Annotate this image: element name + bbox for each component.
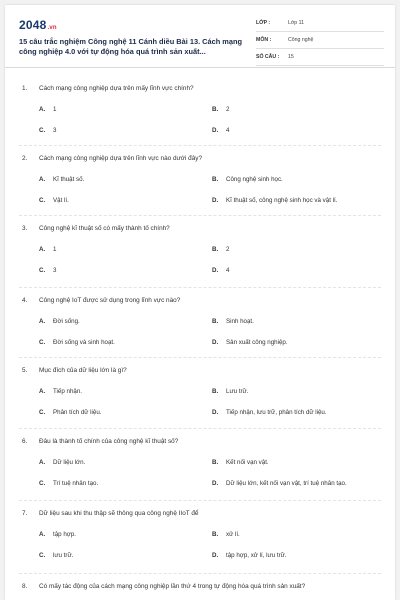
question-text: Dữ liệu sau khi thu thập sẽ thông qua công nghệ IIoT để <box>39 510 199 517</box>
question-number: 5. <box>22 367 28 374</box>
option-letter: A. <box>39 176 46 183</box>
option-letter: C. <box>39 127 46 134</box>
question-divider <box>19 428 381 429</box>
answer-option[interactable] <box>39 388 82 395</box>
option-letter: C. <box>39 552 46 559</box>
option-text: 4 <box>226 127 230 134</box>
option-letter: A. <box>39 388 46 395</box>
answer-option[interactable] <box>212 480 347 487</box>
meta-value: Công nghệ <box>288 37 314 43</box>
option-letter: D. <box>212 197 219 204</box>
question-divider <box>19 573 381 574</box>
option-letter: C. <box>39 339 46 346</box>
option-text: Vật lí. <box>53 197 69 204</box>
option-text: 4 <box>226 267 230 274</box>
option-letter: B. <box>212 531 219 538</box>
question-divider <box>19 145 381 146</box>
option-text: lưu trữ. <box>53 552 74 559</box>
answer-option[interactable] <box>39 339 115 346</box>
option-letter: A. <box>39 318 46 325</box>
answer-option[interactable] <box>212 552 287 559</box>
option-text: Dữ liệu lớn, kết nối vạn vật, trí tuệ nhân tạo. <box>226 480 347 487</box>
answer-option[interactable] <box>212 459 269 466</box>
answer-option[interactable] <box>212 318 254 325</box>
option-text: 3 <box>53 127 57 134</box>
answer-option[interactable] <box>39 409 102 416</box>
answer-option[interactable] <box>39 197 69 204</box>
option-text: 2 <box>226 106 230 113</box>
document-header <box>5 5 395 68</box>
answer-option[interactable] <box>212 246 229 253</box>
question-divider <box>19 357 381 358</box>
logo-text: 2048 <box>19 18 47 32</box>
option-letter: D. <box>212 339 219 346</box>
option-letter: C. <box>39 267 46 274</box>
meta-key: MÔN : <box>256 37 272 43</box>
option-letter: B. <box>212 176 219 183</box>
question-divider <box>19 500 381 501</box>
question-number: 3. <box>22 225 28 232</box>
question-number: 7. <box>22 510 28 517</box>
option-text: Tiếp nhận, lưu trữ, phân tích dữ liệu. <box>226 409 327 416</box>
question-text: Đâu là thành tố chính của công nghệ kĩ thuật số? <box>39 438 179 445</box>
logo-suffix: .vn <box>47 25 57 31</box>
answer-option[interactable] <box>39 267 56 274</box>
option-letter: B. <box>212 459 219 466</box>
option-letter: C. <box>39 197 46 204</box>
document-page <box>5 5 395 600</box>
question-divider <box>19 215 381 216</box>
option-text: Kĩ thuật số. <box>53 176 85 183</box>
answer-option[interactable] <box>212 197 337 204</box>
question-number: 4. <box>22 297 28 304</box>
option-letter: B. <box>212 246 219 253</box>
option-text: Tiếp nhận. <box>53 388 83 395</box>
option-letter: D. <box>212 480 219 487</box>
option-text: Sản xuất công nghiệp. <box>226 339 288 346</box>
answer-option[interactable] <box>212 267 229 274</box>
option-text: tập hợp, xử lí, lưu trữ. <box>226 552 287 559</box>
option-letter: D. <box>212 409 219 416</box>
option-text: 1 <box>53 106 57 113</box>
question-text: Công nghệ kĩ thuật số có mấy thành tố chính? <box>39 225 170 232</box>
meta-key: SỐ CÂU : <box>256 54 280 60</box>
option-letter: D. <box>212 127 219 134</box>
document-title: 15 câu trắc nghiệm Công nghệ 11 Cánh diều Bài 13. Cách mạng công nghiệp 4.0 với tự động hóa quá trình sản xuất... <box>19 37 243 56</box>
answer-option[interactable] <box>39 459 85 466</box>
meta-row-count <box>256 51 384 66</box>
question-text: Công nghệ IoT được sử dụng trong lĩnh vực nào? <box>39 297 181 304</box>
answer-option[interactable] <box>212 388 248 395</box>
option-letter: A. <box>39 531 46 538</box>
meta-value: 15 <box>288 54 294 60</box>
question-text: Cách mạng công nghiệp dựa trên lĩnh vực nào dưới đây? <box>39 155 203 162</box>
option-text: Phân tích dữ liệu. <box>53 409 102 416</box>
answer-option[interactable] <box>39 480 98 487</box>
meta-info <box>256 17 384 68</box>
option-text: Trí tuệ nhân tạo. <box>53 480 99 487</box>
option-text: xử lí. <box>226 531 240 538</box>
option-text: Kĩ thuật số, công nghệ sinh học và vật lí. <box>226 197 338 204</box>
answer-option[interactable] <box>212 127 229 134</box>
option-text: Công nghệ sinh học. <box>226 176 283 183</box>
question-number: 8. <box>22 583 28 590</box>
question-number: 6. <box>22 438 28 445</box>
answer-option[interactable] <box>212 531 240 538</box>
answer-option[interactable] <box>212 409 327 416</box>
option-letter: B. <box>212 388 219 395</box>
option-letter: A. <box>39 106 46 113</box>
answer-option[interactable] <box>39 552 73 559</box>
answer-option[interactable] <box>212 106 229 113</box>
question-text: Cách mạng công nghiệp dựa trên mấy lĩnh vực chính? <box>39 85 194 92</box>
question-divider <box>19 287 381 288</box>
answer-option[interactable] <box>39 318 80 325</box>
option-text: 3 <box>53 267 57 274</box>
answer-option[interactable] <box>39 246 56 253</box>
question-number: 1. <box>22 85 28 92</box>
answer-option[interactable] <box>212 176 283 183</box>
option-letter: D. <box>212 552 219 559</box>
answer-option[interactable] <box>39 176 84 183</box>
option-text: Đời sống. <box>53 318 80 325</box>
answer-option[interactable] <box>39 531 76 538</box>
question-text: Có mấy tác động của cách mạng công nghiệp lần thứ 4 trong tự động hóa quá trình sản xuất? <box>39 583 306 590</box>
meta-value: Lớp 11 <box>288 20 304 26</box>
option-letter: C. <box>39 409 46 416</box>
question-text: Mục đích của dữ liệu lớn là gì? <box>39 367 127 374</box>
meta-row-subject <box>256 34 384 49</box>
option-letter: B. <box>212 106 219 113</box>
question-number: 2. <box>22 155 28 162</box>
meta-row-class <box>256 17 384 32</box>
option-letter: B. <box>212 318 219 325</box>
option-text: Kết nối vạn vật. <box>226 459 269 466</box>
answer-option[interactable] <box>39 106 56 113</box>
option-text: Sinh hoạt. <box>226 318 254 325</box>
answer-option[interactable] <box>212 339 288 346</box>
option-text: tập hợp. <box>53 531 76 538</box>
site-logo[interactable] <box>19 18 57 32</box>
option-letter: A. <box>39 459 46 466</box>
option-text: 1 <box>53 246 57 253</box>
option-text: Dữ liệu lớn. <box>53 459 86 466</box>
option-text: Lưu trữ. <box>226 388 249 395</box>
option-letter: A. <box>39 246 46 253</box>
answer-option[interactable] <box>39 127 56 134</box>
option-text: Đời sống và sinh hoạt. <box>53 339 115 346</box>
option-letter: D. <box>212 267 219 274</box>
meta-key: LỚP : <box>256 20 271 26</box>
option-text: 2 <box>226 246 230 253</box>
option-letter: C. <box>39 480 46 487</box>
